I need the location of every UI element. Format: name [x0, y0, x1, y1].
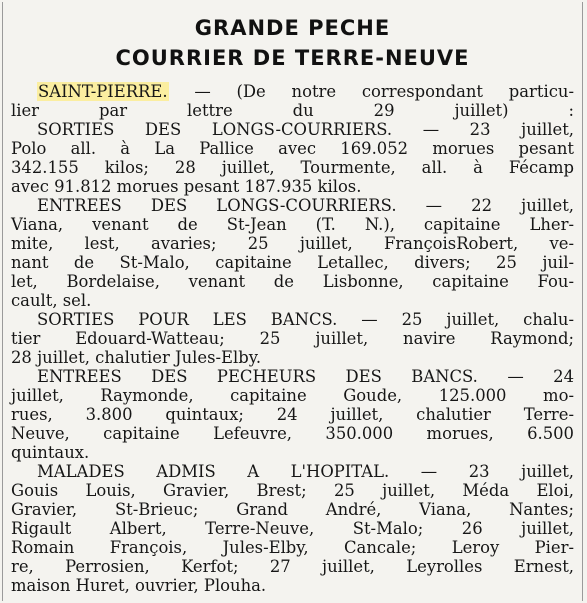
- article-line: Rigault Albert, Terre-Neuve, St-Malo; 26 juillet,: [11, 519, 574, 538]
- article-line: Gravier, St-Brieuc; Grand André, Viana, Nantes;: [11, 500, 574, 519]
- article-line: MALADES ADMIS A L'HOPITAL. — 23 juillet,: [37, 462, 574, 481]
- dateline-place: SAINT-PIERRE.: [38, 82, 168, 101]
- article-line: SORTIES POUR LES BANCS. — 25 juillet, chalu-: [37, 310, 574, 329]
- article-line: Polo all. à La Pallice avec 169.052 morues pesant: [11, 139, 574, 158]
- article-line: cault, sel.: [11, 291, 92, 310]
- article-line: nant de St-Malo, capitaine Letallec, divers; 25 juil-: [11, 253, 574, 272]
- article-line: 28 juillet, chalutier Jules-Elby.: [11, 348, 262, 367]
- article-line: let, Bordelaise, venant de Lisbonne, capitaine Fou-: [11, 272, 574, 291]
- article-line: quintaux.: [11, 443, 90, 462]
- newspaper-clipping: [2, 2, 583, 601]
- article-line: Romain François, Jules-Elby, Cancale; Leroy Pier-: [11, 538, 574, 557]
- article-line: Neuve, capitaine Lefeuvre, 350.000 morues, 6.500: [11, 424, 574, 443]
- article-line: mite, lest, avaries; 25 juillet, FrançoisRobert, ve-: [11, 234, 574, 253]
- article-line: ENTREES DES LONGS-COURRIERS. — 22 juillet,: [37, 196, 574, 215]
- article-line: rues, 3.800 quintaux; 24 juillet, chalutier Terre-: [11, 405, 574, 424]
- article-line: juillet, Raymonde, capitaine Goude, 125.000 mo-: [11, 386, 574, 405]
- article-line: re, Perrosien, Kerfot; 27 juillet, Leyrolles Ernest,: [11, 557, 574, 576]
- article-line: ENTREES DES PECHEURS DES BANCS. — 24: [37, 367, 574, 386]
- subheadline: COURRIER DE TERRE-NEUVE: [115, 46, 470, 70]
- dateline-rest: — (De notre correspondant particu-: [168, 82, 574, 101]
- article-line: Viana, venant de St-Jean (T. N.), capitaine Lher-: [11, 215, 574, 234]
- article-line: 342.155 kilos; 28 juillet, Tourmente, all. à Fécamp: [11, 158, 574, 177]
- article-line: SORTIES DES LONGS-COURRIERS. — 23 juillet,: [37, 120, 574, 139]
- article-line: lier par lettre du 29 juillet) :: [11, 101, 574, 120]
- article-line: Gouis Louis, Gravier, Brest; 25 juillet, Méda Eloi,: [11, 481, 574, 500]
- article-line: avec 91.812 morues pesant 187.935 kilos.: [11, 177, 362, 196]
- dateline: [37, 82, 574, 101]
- article-line: tier Edouard-Watteau; 25 juillet, navire Raymond;: [11, 329, 574, 348]
- article-line: maison Huret, ouvrier, Plouha.: [11, 576, 267, 595]
- headline: GRANDE PECHE: [194, 16, 391, 40]
